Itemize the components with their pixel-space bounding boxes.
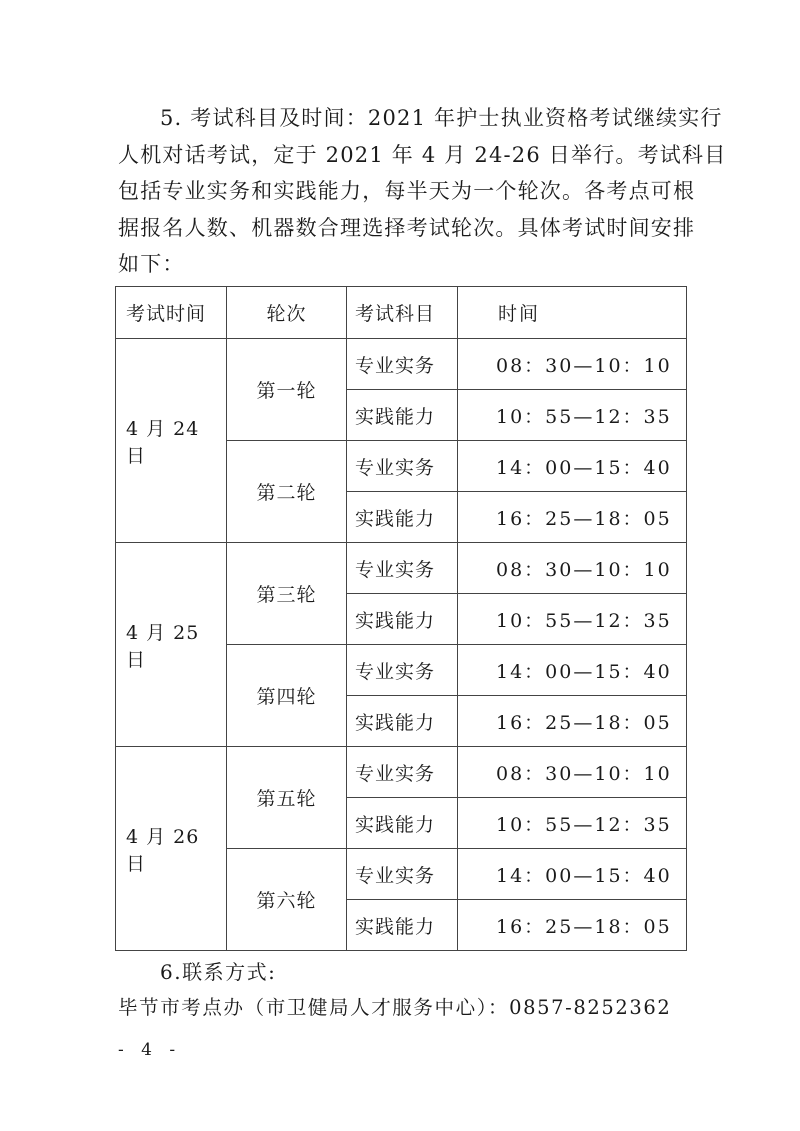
header-round: 轮次 xyxy=(227,287,347,339)
subject-cell: 专业实务 xyxy=(347,645,458,696)
time-cell: 16：25—18：05 xyxy=(458,900,687,951)
time-cell: 10：55—12：35 xyxy=(458,390,687,441)
header-time: 时间 xyxy=(458,287,687,339)
round-cell: 第一轮 xyxy=(227,339,347,441)
table-row xyxy=(116,339,687,390)
paragraph-line: 5. 考试科目及时间：2021 年护士执业资格考试继续实行 xyxy=(160,106,723,130)
time-cell: 16：25—18：05 xyxy=(458,696,687,747)
subject-cell: 实践能力 xyxy=(347,594,458,645)
section-5-paragraph xyxy=(118,100,727,283)
time-cell: 14：00—15：40 xyxy=(458,441,687,492)
time-cell: 08：30—10：10 xyxy=(458,543,687,594)
time-cell: 10：55—12：35 xyxy=(458,798,687,849)
header-exam-date: 考试时间 xyxy=(116,287,227,339)
time-cell: 14：00—15：40 xyxy=(458,849,687,900)
paragraph-line: 据报名人数、机器数合理选择考试轮次。具体考试时间安排 xyxy=(118,215,696,240)
contact-heading: 6.联系方式: xyxy=(160,960,277,984)
paragraph-line: 如下： xyxy=(118,252,185,276)
time-cell: 14：00—15：40 xyxy=(458,645,687,696)
time-cell: 10：55—12：35 xyxy=(458,594,687,645)
round-cell: 第四轮 xyxy=(227,645,347,747)
round-cell: 第二轮 xyxy=(227,441,347,543)
subject-cell: 专业实务 xyxy=(347,543,458,594)
contact-info: 毕节市考点办（市卫健局人才服务中心）：0857-8252362 xyxy=(118,996,672,1019)
subject-cell: 实践能力 xyxy=(347,900,458,951)
header-subject: 考试科目 xyxy=(347,287,458,339)
subject-cell: 专业实务 xyxy=(347,441,458,492)
subject-cell: 实践能力 xyxy=(347,696,458,747)
subject-cell: 实践能力 xyxy=(347,492,458,543)
subject-cell: 专业实务 xyxy=(347,339,458,390)
round-cell: 第三轮 xyxy=(227,543,347,645)
subject-cell: 实践能力 xyxy=(347,798,458,849)
round-cell: 第五轮 xyxy=(227,747,347,849)
date-cell: 4 月 25 日 xyxy=(116,543,227,747)
subject-cell: 专业实务 xyxy=(347,747,458,798)
table-header-row xyxy=(116,287,687,339)
table-row xyxy=(116,747,687,798)
time-cell: 16：25—18：05 xyxy=(458,492,687,543)
subject-cell: 专业实务 xyxy=(347,849,458,900)
paragraph-line: 包括专业实务和实践能力，每半天为一个轮次。各考点可根 xyxy=(118,179,696,203)
time-cell: 08：30—10：10 xyxy=(458,339,687,390)
round-cell: 第六轮 xyxy=(227,849,347,951)
table-row xyxy=(116,543,687,594)
time-cell: 08：30—10：10 xyxy=(458,747,687,798)
date-cell: 4 月 24 日 xyxy=(116,339,227,543)
exam-schedule-table xyxy=(115,286,687,951)
paragraph-line: 人机对话考试，定于 2021 年 4 月 24-26 日举行。考试科目 xyxy=(118,142,727,167)
subject-cell: 实践能力 xyxy=(347,390,458,441)
page-number: - 4 - xyxy=(118,1040,182,1060)
date-cell: 4 月 26 日 xyxy=(116,747,227,951)
